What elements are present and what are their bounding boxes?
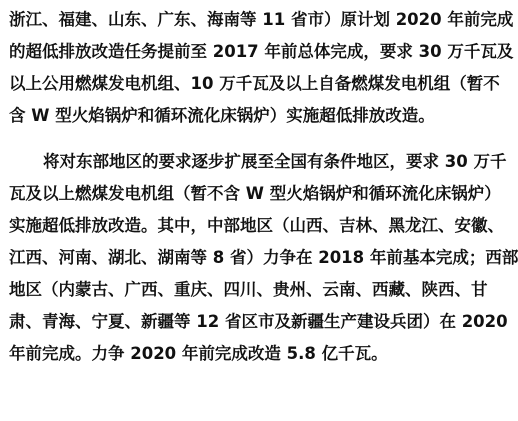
text-line: 浙江、福建、山东、广东、海南等 11 省市）原计划 2020 年前完成 xyxy=(9,10,514,29)
paragraph-gap xyxy=(9,136,455,150)
text-line: 以上公用燃煤发电机组、10 万千瓦及以上自备燃煤发电机组（暂不 xyxy=(9,74,500,93)
text-line: 将对东部地区的要求逐步扩展至全国有条件地区，要求 30 万千 xyxy=(43,152,507,171)
text-line: 实施超低排放改造。其中，中部地区（山西、吉林、黑龙江、安徽、 xyxy=(9,216,504,235)
text-line: 的超低排放改造任务提前至 2017 年前总体完成，要求 30 万千瓦及 xyxy=(9,42,514,61)
text-line: 地区（内蒙古、广西、重庆、四川、贵州、云南、西藏、陕西、甘 xyxy=(9,280,488,299)
text-line: 肃、青海、宁夏、新疆等 12 省区市及新疆生产建设兵团）在 2020 xyxy=(9,312,508,331)
text-line: 含 W 型火焰锅炉和循环流化床锅炉）实施超低排放改造。 xyxy=(9,106,435,125)
text-line: 瓦及以上燃煤发电机组（暂不含 W 型火焰锅炉和循环流化床锅炉） xyxy=(9,184,501,203)
paragraph-1 xyxy=(9,8,514,136)
text-line: 江西、河南、湖北、湖南等 8 省）力争在 2018 年前基本完成；西部 xyxy=(9,248,518,267)
paragraph-2 xyxy=(9,150,518,374)
text-line: 年前完成。力争 2020 年前完成改造 5.8 亿千瓦。 xyxy=(9,344,388,363)
